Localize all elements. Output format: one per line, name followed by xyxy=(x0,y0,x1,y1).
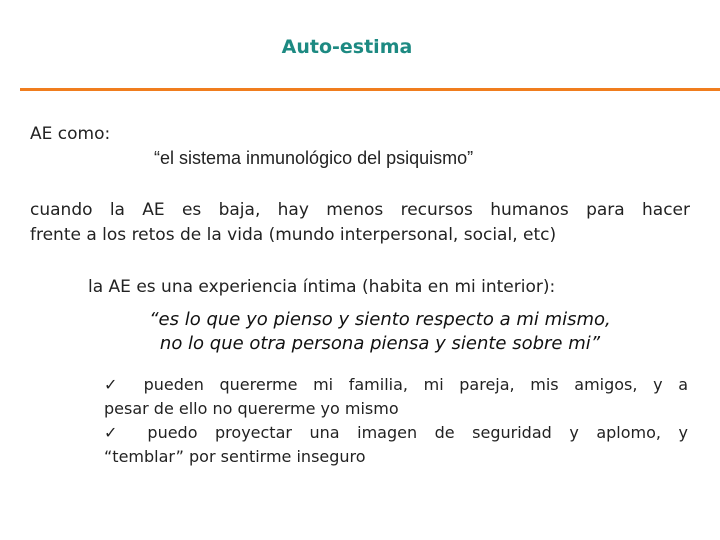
low-self-esteem-line-1: cuando la AE es baja, hay menos recursos humanos para hacer xyxy=(30,200,690,220)
low-self-esteem-line-2: frente a los retos de la vida (mundo interpersonal, social, etc) xyxy=(30,225,557,245)
bullet-continuation: pesar de ello no quererme yo mismo xyxy=(104,399,399,418)
quote-line-1: “es lo que yo pienso y siento respecto a mi mismo, xyxy=(149,309,611,330)
definition-quote: “el sistema inmunológico del psiquismo” xyxy=(154,148,474,168)
intimate-experience-text: la AE es una experiencia íntima (habita en mi interior): xyxy=(88,277,556,297)
bullet-item-image xyxy=(104,421,688,445)
checkmark-icon: ✓ xyxy=(104,423,130,442)
intro-label: AE como: xyxy=(30,124,111,144)
bullet-text: pueden quererme mi familia, mi pareja, mis amigos, y a xyxy=(143,375,689,394)
bullet-list xyxy=(104,373,688,469)
bullet-text: puedo proyectar una imagen de seguridad y aplomo, y xyxy=(147,423,689,442)
checkmark-icon: ✓ xyxy=(104,375,128,394)
page-title: Auto-estima xyxy=(281,36,413,58)
quote-line-2: no lo que otra persona piensa y siente sobre mi” xyxy=(159,333,601,354)
bullet-continuation: “temblar” por sentirme inseguro xyxy=(104,447,366,466)
bullet-item-family xyxy=(104,373,688,397)
title-divider xyxy=(20,88,720,91)
